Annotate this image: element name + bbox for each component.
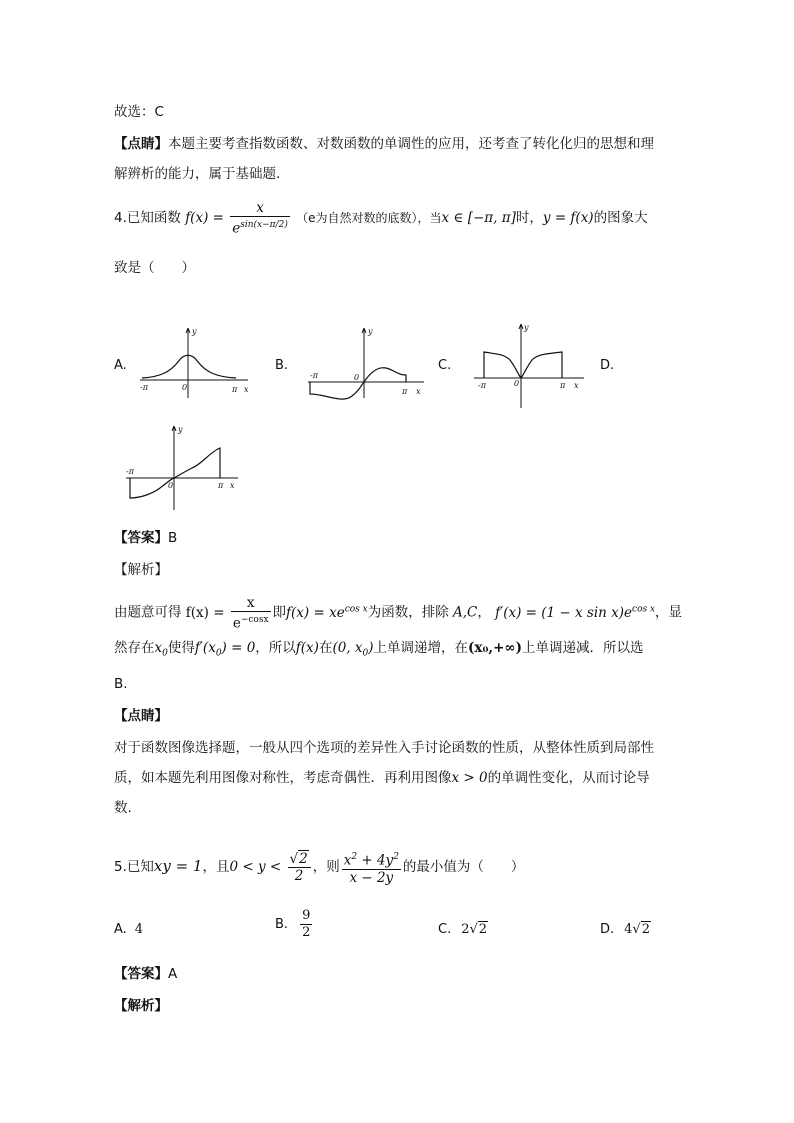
q4-func: y = f(x)	[542, 209, 594, 226]
q5-option-d	[600, 920, 651, 940]
q4-graph-d	[118, 424, 243, 512]
graph-c-origin-label: 0	[514, 379, 520, 388]
q4-when: 时，	[515, 209, 543, 226]
q4-analysis-line-2	[114, 638, 644, 664]
q5-answer: A	[168, 966, 178, 982]
q4-graph-c	[466, 322, 591, 410]
graph-d-neg-pi-label: -π	[126, 467, 134, 476]
q4-analysis-1e: ，	[477, 604, 491, 621]
comment-tag: 【点睛】	[114, 136, 168, 152]
q4-comment-2b: x > 0	[451, 770, 488, 786]
q5-range: 0 < y < $\frac{√2}{2}$	[229, 859, 312, 875]
graph-d-x-label: x	[230, 481, 235, 490]
q4-function-formula: f(x) = $\frac{x}{e^{sin(x-\pi/2)}}$	[185, 200, 288, 237]
q4-analysis-1c: 为函数，排除	[367, 604, 449, 621]
q5-option-d-label: D.	[600, 922, 615, 937]
q5-option-a-label: A.	[114, 922, 127, 937]
q5-option-a-value: 4	[134, 922, 144, 937]
conclusion-line: 故选：C	[114, 104, 164, 120]
q5-option-b	[275, 908, 314, 941]
q4-analysis-2a: 然存在	[114, 640, 155, 656]
q4-comment-tag: 【点睛】	[114, 708, 168, 724]
q4-x0: $x_0$	[154, 640, 168, 659]
comment-line-2: 解辨析的能力，属于基础题.	[114, 166, 281, 182]
graph-b-neg-pi-label: -π	[310, 371, 318, 380]
q4-option-d-label: D.	[600, 358, 615, 373]
q4-analysis-derivative: f′(x) = (1 − x $\sin x)e^{cos x}$	[495, 604, 656, 621]
q4-derivative-zero: $f'(x_0) = 0$	[194, 640, 256, 659]
q4-graph-a	[130, 322, 255, 402]
q4-comment-line-1: 对于函数图像选择题，一般从四个选项的差异性入手讨论函数的性质，从整体性质到局部性	[114, 740, 654, 756]
graph-b-y-label: y	[368, 327, 373, 336]
graph-d-pi-label: π	[218, 481, 224, 490]
q4-option-b-label: B.	[275, 358, 289, 373]
graph-d-y-label: y	[178, 425, 183, 434]
q4-analysis-line-1	[114, 594, 682, 631]
q4-analysis-formula-1: f(x) = $\frac{x}{e^{-cosx}}$	[185, 594, 269, 632]
q4-answer: B	[168, 530, 178, 546]
q4-interval-2: (x₀,+∞)	[468, 640, 523, 656]
q4-analysis-tag: 【解析】	[114, 562, 168, 578]
q4-stem-line2: 致是（ ）	[114, 260, 195, 276]
q4-comment-2a: 质，如本题先利用图像对称性，考虑奇偶性．再利用图像	[114, 770, 452, 786]
q5-and: ，且	[202, 859, 230, 875]
q4-comment-line-3: 数.	[114, 800, 132, 816]
q4-note: （e为自然对数的底数），当	[296, 210, 442, 225]
q5-option-a	[114, 920, 143, 940]
q5-tail: 的最小值为（ ）	[402, 859, 525, 875]
q5-answer-line	[114, 964, 177, 984]
q4-option-a-label: A.	[114, 358, 127, 373]
q4-answer-tag: 【答案】	[114, 530, 168, 546]
q4-analysis-1d: A,C	[453, 604, 478, 621]
comment-line-1	[114, 134, 654, 154]
q4-analysis-2c: ，所以	[255, 640, 296, 656]
graph-d-origin-label: 0	[168, 481, 174, 490]
q4-analysis-2d: 在	[318, 640, 333, 656]
graph-a-neg-pi-label: -π	[140, 383, 148, 392]
graph-a-pi-label: π	[232, 385, 238, 394]
graph-c-y-label: y	[524, 323, 529, 332]
q5-condition: xy = 1	[153, 857, 203, 875]
graph-a-x-label: x	[244, 385, 249, 394]
q5-expression: $\frac{x^2 + 4y^2}{x - 2y}$	[340, 859, 403, 875]
q4-tail: 的图象大	[593, 209, 648, 226]
q5-analysis-tag: 【解析】	[114, 998, 168, 1014]
graph-b-x-label: x	[416, 387, 421, 396]
q5-option-d-value: 4√2	[624, 922, 650, 937]
q4-answer-line	[114, 528, 177, 548]
q4-graph-b	[306, 322, 431, 402]
q5-stem	[114, 848, 524, 886]
comment-text-1: 本题主要考查指数函数、对数函数的单调性的应用，还考查了转化化归的思想和理	[168, 136, 654, 152]
q4-interval-1: (0, $x_0$)	[332, 640, 374, 659]
q4-analysis-1a: 由题意可得	[114, 604, 182, 621]
q4-analysis-formula-2: $f(x) = xe^{cos x}$	[286, 604, 368, 621]
q4-analysis-1f: ，显	[655, 604, 683, 621]
q4-analysis-2g: 上单调递减．所以选	[522, 640, 644, 656]
graph-b-pi-label: π	[402, 387, 408, 396]
q4-option-c-label: C.	[438, 358, 452, 373]
q4-domain: x ∈ [−π, π]	[441, 209, 516, 226]
q5-then: ，则	[312, 859, 340, 875]
q4-fx: f(x)	[295, 640, 319, 656]
q5-option-c	[438, 920, 488, 940]
q5-option-b-label: B.	[275, 917, 289, 932]
q4-analysis-2e: 上单调递增，在	[373, 640, 469, 656]
graph-c-neg-pi-label: -π	[478, 381, 486, 390]
q4-analysis-2b: 使得	[167, 640, 195, 656]
graph-c-pi-label: π	[560, 381, 566, 390]
graph-c-x-label: x	[574, 381, 579, 390]
q4-prefix: 4.已知函数	[114, 209, 181, 226]
q5-option-c-value: 2√2	[461, 922, 488, 937]
q5-option-b-value: $\frac{9}{2}$	[302, 908, 311, 940]
q4-analysis-1b: 即	[272, 604, 287, 621]
q5-prefix: 5.已知	[114, 859, 154, 875]
q4-comment-2c: 的单调性变化，从而讨论导	[487, 770, 650, 786]
q5-option-c-label: C.	[438, 922, 452, 937]
q4-comment-line-2	[114, 768, 650, 788]
graph-b-origin-label: 0	[354, 373, 360, 382]
q4-stem	[114, 200, 648, 237]
q4-analysis-line-3: B.	[114, 676, 128, 692]
q5-answer-tag: 【答案】	[114, 966, 168, 982]
graph-a-y-label: y	[192, 327, 197, 336]
graph-a-origin-label: 0	[182, 383, 188, 392]
